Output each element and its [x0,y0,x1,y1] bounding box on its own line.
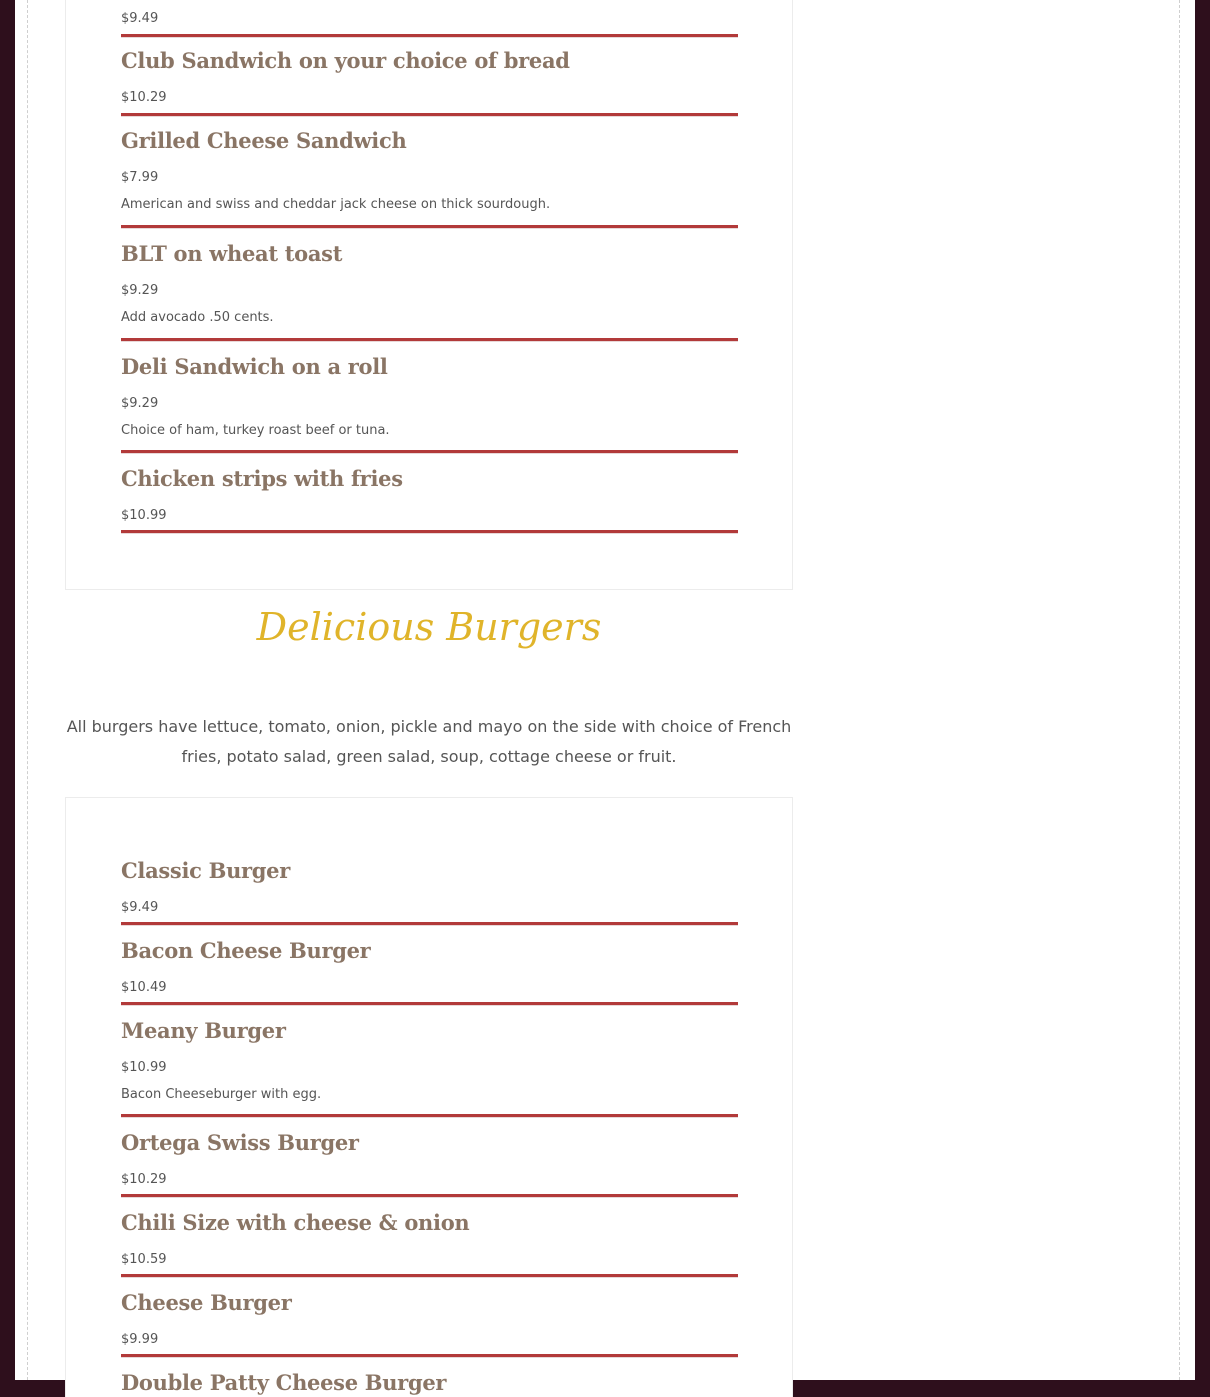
page-content [15,0,1195,1395]
item-price: $10.29 [121,1172,167,1187]
section-note-burgers: All burgers have lettuce, tomato, onion, pickle and mayo on the side with choice of French fries, potato salad, green salad, soup, cottage cheese or fruit. [66,717,792,766]
item-divider [121,1114,738,1118]
item-price: $7.99 [121,170,159,185]
item-divider [121,338,738,342]
item-price: $10.49 [121,980,167,995]
item-name: Chili Size with cheese & onion [121,1210,470,1235]
item-description: Add avocado .50 cents. [121,310,274,325]
item-divider [121,1194,738,1198]
item-divider [121,922,738,926]
item-name: Cheese Burger [121,1290,292,1315]
item-name: Deli Sandwich on a roll [121,354,388,379]
item-divider [121,1274,738,1278]
item-divider [121,450,738,454]
item-price: $10.99 [121,1060,167,1075]
item-name: Double Patty Cheese Burger [121,1370,447,1395]
item-name: Bacon Cheese Burger [121,938,371,963]
item-price: $9.29 [121,283,159,298]
section-title-burgers: Delicious Burgers [256,605,602,649]
item-description: American and swiss and cheddar jack cheese on thick sourdough. [121,197,551,212]
item-divider [121,1002,738,1006]
item-price: $10.99 [121,508,167,523]
item-description: Bacon Cheeseburger with egg. [121,1087,322,1102]
item-name: Meany Burger [121,1018,286,1043]
item-description: Choice of ham, turkey roast beef or tuna. [121,423,390,438]
item-name: Chicken strips with fries [121,466,403,491]
item-price: $10.59 [121,1252,167,1267]
item-price: $9.99 [121,1332,159,1347]
item-name: Ortega Swiss Burger [121,1130,359,1155]
item-divider [121,1354,738,1358]
item-price: $9.49 [121,11,159,26]
item-divider [121,225,738,229]
item-name: BLT on wheat toast [121,241,343,266]
item-price: $9.29 [121,396,159,411]
item-divider [121,530,738,534]
item-divider [121,113,738,117]
item-name: Classic Burger [121,858,291,883]
burgers-menu-card [65,797,793,1397]
item-name: Grilled Cheese Sandwich [121,128,407,153]
item-price: $9.49 [121,900,159,915]
sandwiches-menu-card [65,0,793,590]
item-price: $10.29 [121,90,167,105]
item-name: Club Sandwich on your choice of bread [121,48,570,73]
item-divider [121,34,738,38]
